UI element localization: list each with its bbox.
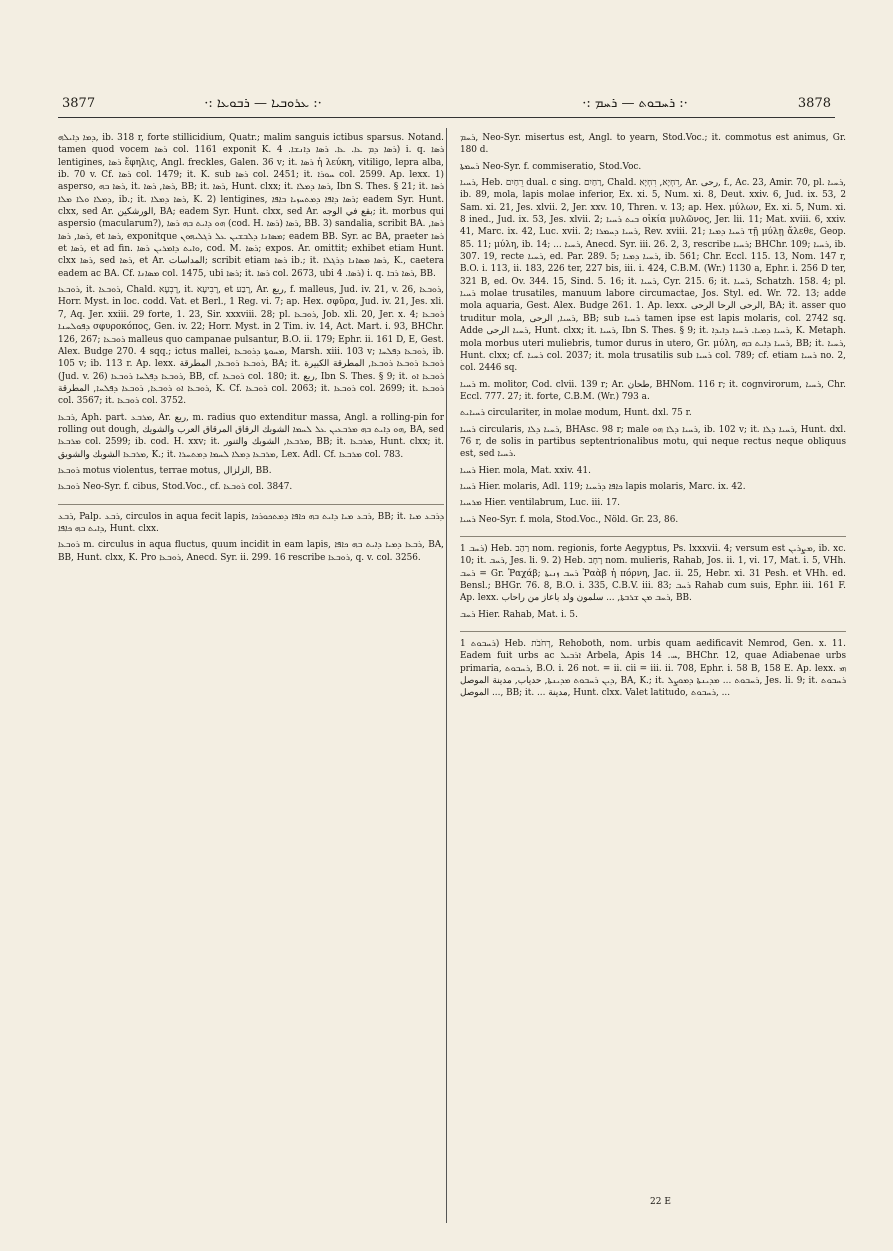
entry: ܪܚܒ 1) Heb. רַהַב nom. regionis, forte Aegyptus, Ps. lxxxvii. 4; versum est ܡܨܪܝܢ, ib. xc. 10; it. ܪܚܒ, Jes. li. 9. 2) Heb. רָחָב nom. mulieris, Rahab, Jos. ii. 1, vi. 17, Mat. i. 5, VHh. ܪܚܒ = Gr. Ῥαχάβ; ܪܚܒ ܙܢܝܬܐ Ῥαὰβ ἡ πόρνη, Jac. ii. 25, Hebr. xi. 31 Pesh. et VHh. ed. Bensl.; BHGr. 76. 8, B.O. i. 335, C.B.V. iii. 83; ܪܚܒ Rahab cum suis, Ephr. iii. 161 F. Ap. lexx. ܪܚܒ ܡܢ ܫܪܒܬܐ, ... سلمون ولد باعاز من راحاب, BB. bbox=[460, 536, 846, 605]
entry: ܪܚܝܐ Neo-Syr. f. mola, Stod.Voc., Nöld. Gr. 23, 86. bbox=[460, 514, 679, 525]
entry: ܪܘܒܥܐ motus violentus, terrae motus, الزلزال, BB. bbox=[58, 465, 272, 476]
entry: ܪܒܥܐ, Aph. part. ܡܪܒܥ, Ar. ربع, m. radius quo extenditur massa, Angl. a rolling-pin for rolling out dough, ܗܘ ܕܐܝܬ ܒܗ ܡܪܒܥܝܢ ܥܠ ܠܚܡܐ الشوبك الرقاق المرقاق العرب والشويك, BA, sed ܡܪܒܥܐ col. 2599; ib. cod. H. xxv; it. ܡܪܒܥܐ, الشوبك والتنور, BB; it. ܡܪܒܥܐ, Hunt. clxx; it. ܡܪܒܥܐ الشوبك والشويق, K.; it. ܡܪܒܥܐ ܕܡܠܐ ܠܚܡܐ ܕܡܬܚܪܐ, Lex. Adl. Cf. ܡܪܒܥܐ col. 783. bbox=[58, 412, 444, 460]
right-column bbox=[460, 132, 846, 1217]
entry: ܕܡܐ ܕܐܝܠܗ, ib. 318 r, forte stillicidium, Quatr.; malim sanguis ictibus sparsus. Notand. tamen quod vocem ܪܣܐ col. 1161 exponit K. ܪܣܐ ܕܡ ܥܐ. ܥܐ. ܪܣܐ ܕܐܢܫܐ. 4) i. q. ܪܣܐ lentigines, ܪܣܐ ἔφηλις, Angl. freckles, Galen. 36 v; it. ܪܣܐ ἡ λεύκη, vitiligo, lepra alba, ib. 70 v. Cf. ܪܣܐ col. 1479; it. K. sub ܪܣܐ col. 2451; it. ܚܘܪܐ col. 2599. Ap. lexx. 1) asperso, ܪܣܐ ܒܗ, it. ܪܣܐ, ܪܣܐ, BB; it. ܪܣܐ, Hunt. clxx; it. ܪܣܐ ܕܡܠܐ, Ibn S. Thes. § 21; it. ܪܣܐ ܕܡܠܐ ܘܠܐ ܡܠܐ, ib.; it. ܪܣܐ ܕܡܠܐ, K. 2) lentigines, ܪܣܐ ܕܐܦܐ ܕܡܬܚܙܝܐ ܒܐܦܐ; eadem Syr. Hunt. clxx, sed Ar. الورشكين, BA; eadem Syr. Hunt. clxx, sed Ar. بقع في الوجه; it. morbus qui aspersio (macularum?), ܗܘ ܕܐܝܬ ܒܗ ܪܣܐ (cod. H. ܪܣܐ) ܪܣܐ, BB. 3) sandalia, scribit BA. ܪܣܐ, ܪܣܐ, ܪܣܐ, et ܪܣܐ, exponitque ܡܣܐܢܐ ܕܠܒܫܝܢ ܥܠ ܪܓܠܝܗܘܢ; eadem BB. Syr. ac BA, praeter ܪܣܐ et ܪܣܐ, et ad fin. ܘܐܝܬ ܕܐܡܪܝܢ ܪܣܐ, cod. M. ܪܣܐ; expos. Ar. omittit; exhibet etiam Hunt. clxx ܪܣܐ, sed ܪܣܐ, et Ar. المداسات; scribit etiam ܪܣܐ ib.; it. ܪܣܐ ܡܣܐܢܐ ܕܪܓܠܐ, K., caetera eadem ac BA. Cf. ܡܣܐܢܐ col. 1475, ubi ܪܣܐ; it. ܪܣܐ col. 2673, ubi ܪܣܐ. 4) i. q. ܪܣܐ ܪܒܐ, BB. bbox=[58, 133, 444, 279]
left-running-title: ·: ܥܪܘܒܝܐ — ܪܒܘܥܐ :· bbox=[204, 96, 322, 111]
entry: ܪܚܡ, Neo-Syr. misertus est, Angl. to yearn, Stod.Voc.; it. commotus est animus, Gr. 180 d. bbox=[460, 133, 846, 156]
entry: ܪܘܒܥܐ, it. ܪܘܒܥܐ, Chald. רָבְעָא, it. רָבִיעָא, et רָבַע, Ar. ربع, f. malleus, Jud. iv. 21, v. 26, ܪܘܒܥܐ, Horr. Myst. in loc. codd. Vat. et Berl., 1 Reg. vi. 7; ap. Hex. σφῦρα, Jud. iv. 21, Jes. xli. 7, Aq. Jer. xxiii. 29 forte, 1. 23, Sir. xxxviii. 28; pl. ܪܘܒܥܐ, Job. xli. 20, Jer. x. 4; ܪܘܒܥܐ ܕܦܘܠܚܢܐ σφυροκόπος, Gen. iv. 22; Horr. Myst. in 2 Tim. iv. 14, Act. Mart. i. 93, BHChr. 126, 267; ܪܘܒܥܐ malleus quo campanae pulsantur, B.O. ii. 179; Ephr. ii. 161 D, E, Gest. Alex. Budge 270. 4 sqq.; ictus mallei, ܡܚܘܬܐ ܕܪܘܒܥܐ, Marsh. xiii. 103 v; ܪܘܒܥܐ ܕܦܠܚܐ, ib. 105 v; ib. 113 r. Ap. lexx. ܪܘܒܥܐ ܪܘܒܥܐ, المطرقة, BA; it. ܪܘܒܥܐ ܪܘܒܥܐ ܪܘܒܥܐ, المطرقة الكبيرة (Jud. v. 26) ܪܘܒܥܐ ܕܦܠܚܐ ܪܘܒܥܐ, BB, cf. ܪܘܒܥܐ col. 180; it. ربع, Ibn S. Thes. § 9; it. ܪܘܒܥܐ ܐܘ ܪܘܒܥܐ ܐܘ ܪܘܒܥܐ, ܪܘܒܥܐ ܕܦܠܚܐ, المطرقة, K. Cf. ܪܘܒܥܐ col. 2063; it. ܪܘܒܥܐ col. 2699; it. ܪܘܒܥܐ col. 3567; it. ܪܘܒܥܐ col. 3752. bbox=[58, 285, 444, 407]
entry: ܪܚܝܐ circularis, ܪܚܝܐ ܕܠܐ, BHAsc. 98 r; male ܪܚܝܐ ܕܠܐ ܗܘ, ib. 102 v; it. ܪܚܝܐ ܕܠܐ, Hunt. dxl. 76 r, de solis in partibus septentrionalibus motu, qui neque rectus neque obliquus est, sed ܪܚܝܐ. bbox=[460, 424, 846, 460]
right-running-title: ·: ܪܚܒܘܬ — ܪܚܡ :· bbox=[582, 96, 688, 111]
entry: ܡܪܚܝܐ Hier. ventilabrum, Luc. iii. 17. bbox=[460, 498, 620, 509]
signature-mark: 22 E bbox=[650, 1197, 671, 1207]
entry: ܪܚܒ Hier. Rahab, Mat. i. 5. bbox=[460, 609, 578, 620]
entry: ܪܚܒܘܬ 1) Heb. רְחֹבֹת, Rehoboth, nom. urbis quam aedificavit Nemrod, Gen. x. 11. Eadem fuit urbs ac ܐܪܒܝܠ Arbela, Apis ܚ. 14, BHChr. 12, quae Adiabenae urbs primaria, ܪܚܒܘܬ, B.O. i. 26 not. = ii. cii = iii. ii. 708, Ephr. i. 58 B, 158 E. Ap. lexx. ܗܝ ܕܝܢ ܪܚܒܘܬ ܡܕܝܢܬܐ, حدياب, مدينة الموصل, BA, K.; it. ܪܚܒܘܬ ... ܡܕܝܢܬܐ ܕܡܘܨܠ, Jes. li. 9; it. ܪܚܒܘܬ ... الموصل, BB; it. ... مدينة, Hunt. clxx. Valet latitudo, ܪܚܒܘܬ, ... bbox=[460, 631, 846, 700]
entry: ܪܚܝܐ Hier. molaris, Adl. 119; ܟܐܦܐ ܕܪܚܝܐ lapis molaris, Marc. ix. 42. bbox=[460, 481, 746, 492]
right-page-number: 3878 bbox=[797, 96, 831, 111]
entry: ܪܚܡܬܐ Neo-Syr. f. commiseratio, Stod.Voc. bbox=[460, 161, 642, 172]
left-page-number: 3877 bbox=[62, 96, 96, 111]
entry: ܪܒܥ, Palp. ܪܒܥ, circulos in aqua fecit lapis, ܪܒܥ ܡܝܐ ܕܐܝܬ ܒܗ ܟܐܦܐ ܕܡܬܟܘܪܟܐ, BB; it. ܕܪܒܥ ܡܝܐ ܕܐܝܬ ܒܗ ܟܐܦܐ, Hunt. clxx. bbox=[58, 504, 444, 536]
entry: ܪܚܝܐ Hier. mola, Mat. xxiv. 41. bbox=[460, 465, 591, 476]
column-divider bbox=[446, 128, 447, 1223]
entry: ܪܚܝܐܝܬ circulariter, in molae modum, Hunt. dxl. 75 r. bbox=[460, 408, 692, 419]
entry: ܪܚܝܐ m. molitor, Cod. clvii. 139 r; Ar. طحان, BHNom. 116 r; it. cognvirorum, ܪܚܝܐ, Chr. Eccl. 777. 27; it. forte, C.B.M. (Wr.) 793 a. bbox=[460, 379, 846, 402]
header-rule bbox=[58, 117, 835, 118]
entry: ܪܘܒܥܐ m. circulus in aqua fluctus, quum incidit in eam lapis, ܪܒܥܐ ܕܡܝܐ ܕܐܝܬ ܒܗ ܟܐܦܐ, BA, BB, Hunt. clxx, K. Pro ܪܘܒܥܐ, Anecd. Syr. ii. 299. 16 rescribe ܪܘܒܥܐ, q. v. col. 3256. bbox=[58, 540, 444, 563]
entry: ܪܚܝܐ, Heb. רֵחַיִם dual. c sing. רַחַיִם, Chald. רֵחְיָא, רִחְיָא, Ar. رحى, f., Ac. 23, Amir. 70, pl. ܪܚܝܐ, ib. 89, mola, lapis molae inferior, Ex. xi. 5, Num. xi. 8, Deut. xxiv. 6, Jud. ix. 53, 2 Sam. xi. 21, Jes. xlvii. 2, Jer. xxv. 10, Thren. v. 13; ap. Hex. μύλων, Ex. xi. 5, Num. xi. 8 ined., Jud. ix. 53, Jes. xlvii. 2; ܒܝܬ ܪܚܝܐ οἰκία μυλῶνος, Jer. lii. 11; Mat. xviii. 6, xxiv. 41, Marc. ix. 42, Luc. xvii. 2; ܪܚܝܐ ܕܚܡܪܐ, Rev. xviii. 21; ܪܚܝܐ ܕܡܝܐ τῇ μύλῃ ἄλεθε, Geop. 85. 11; μύλη, ib. 14; ... ܪܚܝܐ, Anecd. Syr. iii. 26. 2, 3, rescribe ܪܚܝܐ; BHChr. 109; ܪܚܝܐ, ib. 307. 19, recte ܪܚܝܐ, ed. Par. 289. 5; ܪܚܝܐ ܕܡܝܐ, ib. 561; Chr. Eccl. 115. 13, Nom. 147 r, B.O. i. 113, ii. 183, 226 ter, 227 bis, iii. i. 424, C.B.M. (Wr.) 1130 a, Ephr. i. 256 D ter, 321 B, ed. Ov. 344. 15, Sind. 5. 16; it. ܪܚܝܐ, Cyr. 215. 6; it. ܪܚܝܐ, Schatzh. 158. 4; pl. ܪܚܝܐ molae trusatiles, manuum labore circumactae, Jos. Styl. ed. Wr. 72. 13; adde mola aquaria, Gest. Alex. Budge 261. 1. Ap. lexx. الرحى الرحا الرحى, BA; it. asser quo truditur mola, ܪܚܝܐ, الرحى, BB; sub ܪܚܝܐ tamen ipse est lapis molaris, col. 2742 sq. Adde ܪܚܝܐ الرحى, Hunt. clxx; it. ܪܚܝܐ, Ibn S. Thes. § 9; it. ܪܚܝܐ ܕܡܝܐ. ܪܚܝܐ ܕܐܝܕܐ, K. Metaph. mola morbus uteri muliebris, tumor durus in utero, Gr. μύλη, ܪܚܝܐ ܕܐܝܬ ܒܗ, BB; it. ܪܚܝܐ, Hunt. clxx; cf. ܪܚܝܐ col. 2037; it. mola trusatilis sub ܪܚܝܐ col. 789; cf. etiam ܪܚܝܐ no. 2, col. 2446 sq. bbox=[460, 178, 846, 374]
entry: ܪܘܒܥܐ Neo-Syr. f. cibus, Stod.Voc., cf. ܪܘܒܥܐ col. 3847. bbox=[58, 482, 293, 493]
left-column bbox=[58, 132, 444, 1217]
